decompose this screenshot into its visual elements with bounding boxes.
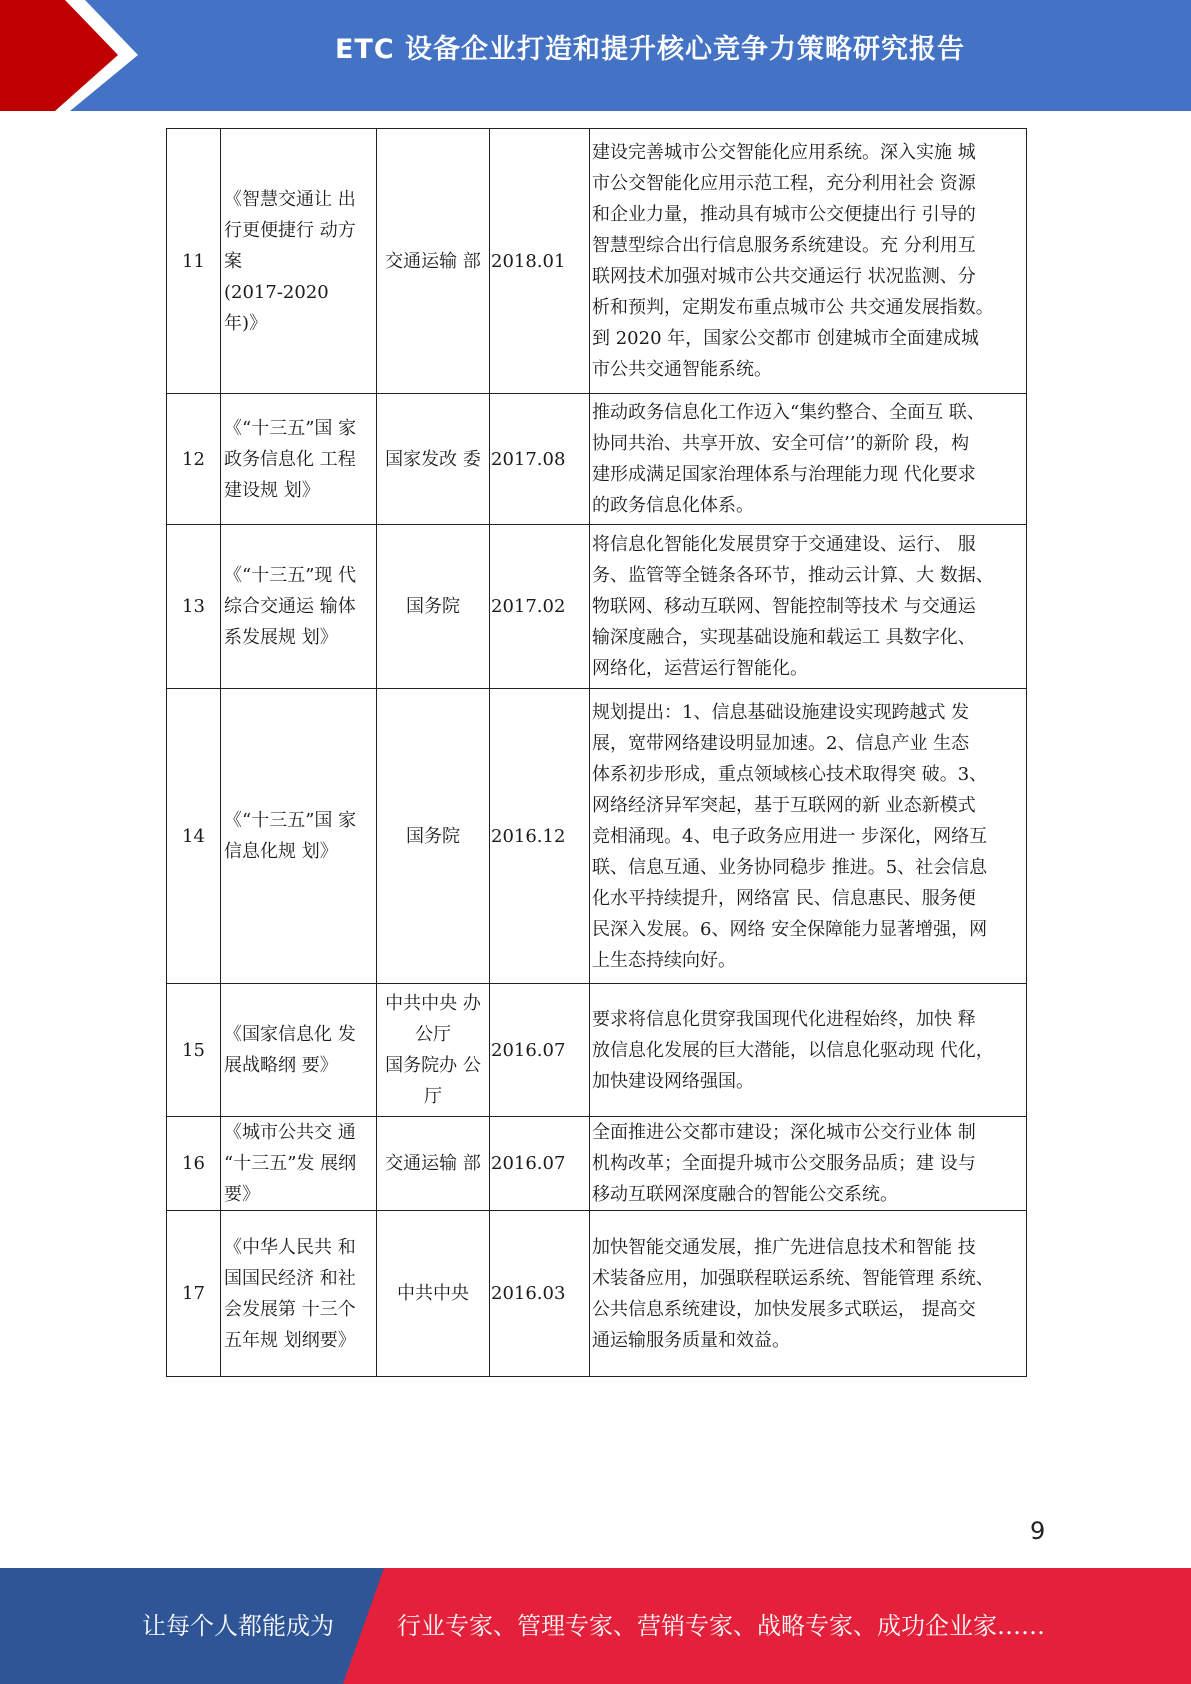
- content-line: 加快智能交通发展，推广先进信息技术和智能 技: [592, 1236, 976, 1258]
- content-line: 全面推进公交都市建设；深化城市公交行业体 制: [592, 1122, 976, 1143]
- issue-date: 2017.08: [490, 394, 590, 525]
- policy-name-line: 五年规 划纲要》: [224, 1329, 356, 1351]
- table-row: [167, 525, 1027, 689]
- content-line: 市公交智能化应用示范工程，充分利用社会 资源: [592, 173, 976, 194]
- content-line: 要求将信息化贯穿我国现代化进程始终，加快 释: [592, 1008, 976, 1030]
- policy-name-line: 国国民经济 和社: [224, 1267, 356, 1289]
- row-number: 13: [167, 525, 221, 689]
- policy-name: [221, 689, 377, 984]
- issue-date: 2016.07: [490, 984, 590, 1117]
- policy-table-container: [166, 128, 1027, 1377]
- content-line: 体系初步形成，重点领域核心技术取得突 破。3、: [592, 763, 988, 785]
- content-line: 推动政务信息化工作迈入“集约整合、全面互 联、: [592, 402, 985, 423]
- policy-content: [590, 689, 1027, 984]
- policy-name-line: 《中华人民共 和: [224, 1236, 356, 1258]
- department-line: 国家发改 委: [385, 448, 481, 470]
- department-line: 国务院: [406, 596, 460, 617]
- content-line: 规划提出：1、信息基础设施建设实现跨越式 发: [592, 701, 970, 723]
- table-row: [167, 129, 1027, 394]
- content-line: 网络化，运营运行智能化。: [592, 658, 808, 679]
- content-line: 建形成满足国家治理体系与治理能力现 代化要求: [592, 464, 976, 485]
- policy-content: [590, 129, 1027, 394]
- department-line: 国务院: [406, 825, 460, 847]
- issuing-department: [377, 1211, 490, 1377]
- report-title: ETC 设备企业打造和提升核心竞争力策略研究报告: [334, 34, 966, 65]
- row-number: 12: [167, 394, 221, 525]
- policy-name-line: 行更便捷行 动方: [224, 219, 356, 241]
- policy-content: [590, 1211, 1027, 1377]
- policy-table-body: [167, 129, 1027, 1377]
- policy-table: [166, 128, 1027, 1377]
- content-line: 通运输服务质量和效益。: [592, 1329, 790, 1351]
- row-number: 14: [167, 689, 221, 984]
- content-line: 的政务信息化体系。: [592, 495, 754, 516]
- policy-name-line: 综合交通运 输体: [224, 596, 356, 617]
- table-row: [167, 984, 1027, 1117]
- policy-name: [221, 394, 377, 525]
- policy-name-line: 会发展第 十三个: [224, 1298, 356, 1320]
- issue-date: 2016.12: [490, 689, 590, 984]
- table-row: [167, 1211, 1027, 1377]
- content-line: 机构改革；全面提升城市公交服务品质；建 设与: [592, 1153, 976, 1174]
- policy-name-line: 《城市公共交 通: [224, 1122, 356, 1143]
- row-number: 15: [167, 984, 221, 1117]
- policy-name-line: 系发展规 划》: [224, 627, 338, 648]
- content-line: 将信息化智能化发展贯穿于交通建设、运行、 服: [592, 534, 976, 555]
- policy-name-line: 《“十三五”现 代: [224, 565, 357, 586]
- policy-name-line: 《“十三五”国 家: [224, 417, 357, 439]
- content-line: 竞相涌现。4、电子政务应用进一 步深化，网络互: [592, 825, 988, 847]
- content-line: 民深入发展。6、网络 安全保障能力显著增强，网: [592, 918, 988, 940]
- policy-name: [221, 129, 377, 394]
- content-line: 联、信息互通、业务协同稳步 推进。5、社会信息: [592, 856, 988, 878]
- table-row: [167, 1117, 1027, 1211]
- issuing-department: [377, 129, 490, 394]
- content-line: 化水平持续提升，网络富 民、信息惠民、服务便: [592, 887, 976, 909]
- department-line: 交通运输 部: [385, 1153, 481, 1174]
- policy-name-line: 信息化规 划》: [224, 841, 338, 862]
- content-line: 展，宽带网络建设明显加速。2、信息产业 生态: [592, 732, 970, 754]
- policy-content: [590, 984, 1027, 1117]
- policy-name-line: 展战略纲 要》: [224, 1055, 338, 1076]
- policy-content: [590, 525, 1027, 689]
- table-row: [167, 394, 1027, 525]
- issuing-department: [377, 394, 490, 525]
- policy-name-line: 案: [224, 250, 242, 272]
- content-line: 协同共治、共享开放、安全可信’’的新阶 段，构: [592, 433, 970, 454]
- department-line: 厅: [424, 1086, 442, 1107]
- policy-name-line: 建设规 划》: [224, 479, 320, 501]
- department-line: 中共中央: [397, 1283, 469, 1304]
- page-header: [0, 0, 1191, 111]
- policy-name-line: 《国家信息化 发: [224, 1024, 356, 1045]
- department-line: 中共中央 办: [385, 993, 481, 1014]
- content-line: 务、监管等全链条各环节，推动云计算、大 数据、: [592, 565, 994, 586]
- department-line: 公厅: [415, 1024, 451, 1045]
- content-line: 输深度融合，实现基础设施和载运工 具数字化、: [592, 627, 976, 648]
- table-row: [167, 689, 1027, 984]
- policy-name-line: 年)》: [224, 312, 268, 334]
- policy-name: [221, 525, 377, 689]
- content-line: 析和预判，定期发布重点城市公 共交通发展指数。: [592, 297, 994, 318]
- issuing-department: [377, 984, 490, 1117]
- issuing-department: [377, 1117, 490, 1211]
- policy-content: [590, 394, 1027, 525]
- policy-name-line: “十三五”发 展纲: [224, 1153, 357, 1174]
- content-line: 网络经济异军突起，基于互联网的新 业态新模式: [592, 794, 976, 816]
- content-line: 移动互联网深度融合的智能公交系统。: [592, 1184, 898, 1205]
- page-footer: [0, 1568, 1191, 1684]
- department-line: 国务院办 公: [385, 1055, 481, 1076]
- content-line: 建设完善城市公交智能化应用系统。深入实施 城: [592, 142, 976, 163]
- content-line: 智慧型综合出行信息服务系统建设。充 分利用互: [592, 235, 976, 256]
- row-number: 16: [167, 1117, 221, 1211]
- policy-name-line: 政务信息化 工程: [224, 448, 356, 470]
- content-line: 加快建设网络强国。: [592, 1070, 754, 1092]
- content-line: 术装备应用，加强联程联运系统、智能管理 系统、: [592, 1267, 994, 1289]
- policy-name-line: (2017-2020: [224, 281, 329, 303]
- page-number: 9: [1030, 1517, 1046, 1545]
- content-line: 到 2020 年，国家公交都市 创建城市全面建成城: [592, 328, 979, 349]
- content-line: 上生态持续向好。: [592, 949, 736, 971]
- content-line: 放信息化发展的巨大潜能，以信息化驱动现 代化，: [592, 1039, 994, 1061]
- policy-name-line: 《智慧交通让 出: [224, 188, 356, 210]
- issue-date: 2016.07: [490, 1117, 590, 1211]
- footer-slogan-right: 行业专家、管理专家、营销专家、战略专家、成功企业家……: [397, 1612, 1045, 1640]
- content-line: 物联网、移动互联网、智能控制等技术 与交通运: [592, 596, 976, 617]
- content-line: 和企业力量，推动具有城市公交便捷出行 引导的: [592, 204, 976, 225]
- issue-date: 2018.01: [490, 129, 590, 394]
- issue-date: 2016.03: [490, 1211, 590, 1377]
- issuing-department: [377, 525, 490, 689]
- issuing-department: [377, 689, 490, 984]
- policy-name: [221, 984, 377, 1117]
- issue-date: 2017.02: [490, 525, 590, 689]
- policy-name: [221, 1211, 377, 1377]
- department-line: 交通运输 部: [385, 250, 481, 272]
- content-line: 公共信息系统建设，加快发展多式联运， 提高交: [592, 1298, 976, 1320]
- content-line: 市公共交通智能系统。: [592, 359, 772, 380]
- row-number: 11: [167, 129, 221, 394]
- policy-content: [590, 1117, 1027, 1211]
- policy-name-line: 要》: [224, 1184, 260, 1205]
- policy-name-line: 《“十三五”国 家: [224, 810, 357, 831]
- footer-slogan-left: 让每个人都能成为: [142, 1612, 334, 1640]
- content-line: 联网技术加强对城市公共交通运行 状况监测、分: [592, 266, 976, 287]
- row-number: 17: [167, 1211, 221, 1377]
- policy-name: [221, 1117, 377, 1211]
